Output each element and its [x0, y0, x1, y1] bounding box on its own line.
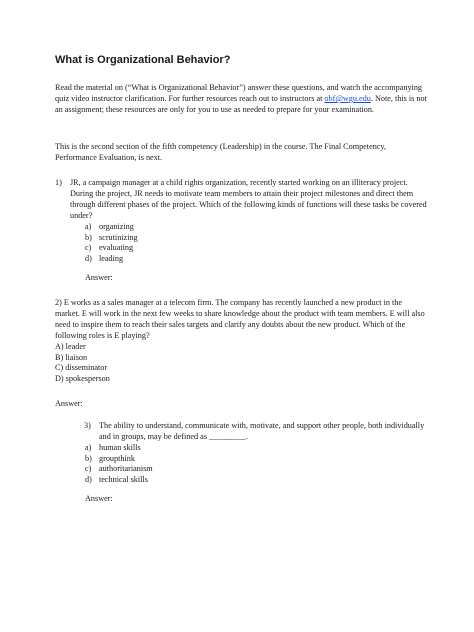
option-letter: b) [85, 232, 92, 242]
option-text: groupthink [99, 453, 135, 463]
question-1-text: JR, a campaign manager at a child rights organization, recently started working on an illiteracy project. During the project, JR needs to motivate team members to attain their project milestones and direct them through different phases of the project. Which of the following kinds of functions will these tasks be covered under? [70, 178, 427, 220]
question-1-options [85, 222, 138, 264]
question-1-option [85, 233, 138, 244]
question-3-option [85, 443, 153, 454]
question-1-number: 1) [55, 178, 62, 187]
question-2-text: 2) E works as a sales manager at a telecom firm. The company has recently launched a new product in the market. E will work in the next few weeks to share knowledge about the product with team members. E will also need to inspire them to reach their sales targets and clarify any doubts about the new product. Which of the following roles is E playing? [55, 298, 425, 340]
option-text: authoritarianism [99, 464, 153, 473]
option-text: technical skills [99, 474, 148, 484]
intro-text-before-link: Read the material on (“What is Organizational Behavior”) answer these questions, and watch the accompanying quiz video instructor clarification. For further resources reach out to instructors at [55, 83, 423, 103]
section-note: This is the second section of the fifth competency (Leadership) in the course. The Final Competency, Performance Evaluation, is next. [55, 142, 387, 162]
page-title: What is Organizational Behavior? [55, 54, 231, 66]
question-3-option [85, 475, 153, 486]
question-3-text: The ability to understand, communicate with, motivate, and support other people, both individually and in groups, may be defined as _________. [99, 421, 425, 441]
intro-text-after-link: . Note, this is not an assignment; these resources are only for you to use as needed to prepare for your examination. [55, 94, 427, 114]
question-2-option: C) disseminator [55, 363, 108, 372]
option-letter: b) [85, 453, 92, 463]
question-1-option [85, 254, 138, 265]
option-text: human skills [99, 443, 141, 452]
option-letter: a) [85, 222, 92, 231]
instructor-email-link[interactable]: obf@wgu.edu [324, 94, 371, 103]
intro-paragraph [55, 82, 427, 115]
option-letter: d) [85, 474, 92, 484]
question-3-option [85, 454, 153, 465]
question-1-option [85, 243, 138, 254]
option-letter: c) [85, 243, 92, 252]
question-2-options [55, 342, 110, 384]
option-text: evaluating [99, 243, 134, 252]
option-letter: d) [85, 253, 92, 263]
option-letter: c) [85, 464, 92, 473]
question-2-answer-label: Answer: [55, 399, 83, 408]
question-3-answer-label: Answer: [85, 494, 113, 503]
option-text: scrutinizing [99, 232, 138, 242]
question-3-options [85, 443, 153, 485]
question-3-number: 3) [84, 421, 91, 430]
question-1-answer-label: Answer: [85, 273, 113, 282]
option-text: organizing [99, 222, 134, 231]
question-2-option: B) liaison [55, 352, 88, 362]
question-1-option [85, 222, 138, 233]
question-2-option: D) spokesperson [55, 373, 110, 383]
option-letter: a) [85, 443, 92, 452]
question-3-option [85, 464, 153, 475]
question-2-option: A) leader [55, 342, 86, 351]
option-text: leading [99, 253, 124, 263]
